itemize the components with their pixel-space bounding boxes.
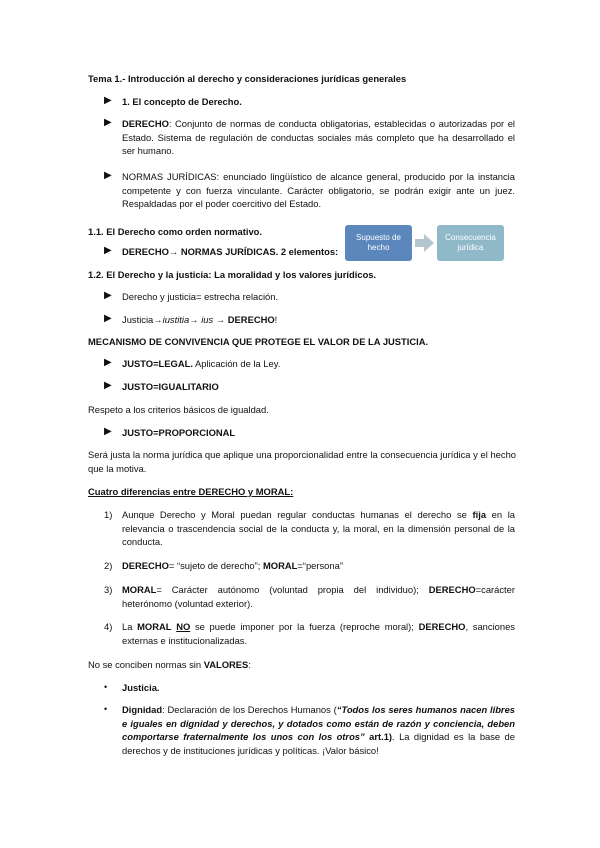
document-title: Tema 1.- Introducción al derecho y consideraciones jurídicas generales — [88, 73, 407, 84]
triangle-bullet-icon: ▶ — [104, 357, 112, 368]
triangle-bullet-icon: ▶ — [104, 426, 112, 437]
list-number: 4) — [104, 621, 113, 632]
difference-1: Aunque Derecho y Moral puedan regular conductas humanas el derecho se fija en la relevancia o trascendencia social de la conducta y, la moral, en la dimensión personal de la conducta. — [122, 509, 516, 547]
dignidad-value: Dignidad: Declaración de los Derechos Humanos (“Todos los seres humanos nacen libres e iguales en dignidad y derechos, y dotados como están de razón y conciencia, deben comportarse fraternalmente los unos con los otros” art.1). La dignidad es la base de derechos y de instituciones jurídicas y políticas. ¡Valor básico! — [122, 704, 515, 756]
bullet-icon: • — [104, 682, 108, 692]
list-number: 3) — [104, 584, 113, 595]
triangle-bullet-icon: ▶ — [104, 290, 112, 301]
list-number: 2) — [104, 560, 113, 571]
justicia-etymology-item: Justicia→iustitia→ ius → DERECHO! — [122, 314, 278, 325]
triangle-bullet-icon: ▶ — [104, 117, 112, 128]
difference-2: DERECHO= “sujeto de derecho”; MORAL=“persona” — [122, 560, 343, 571]
derecho-normas-item: DERECHO→ NORMAS JURÍDICAS. 2 elementos: — [122, 246, 339, 257]
bullet-icon: • — [104, 704, 108, 714]
cuatro-diferencias-heading: Cuatro diferencias entre DERECHO y MORAL: — [88, 486, 294, 497]
valores-intro: No se conciben normas sin VALORES: — [88, 659, 251, 670]
triangle-bullet-icon: ▶ — [104, 380, 112, 391]
triangle-bullet-icon: ▶ — [104, 95, 112, 106]
justo-proporcional-item: JUSTO=PROPORCIONAL — [122, 427, 236, 438]
diagram-box-supuesto: Supuesto de hecho — [345, 225, 412, 261]
sera-justa-paragraph: Será justa la norma jurídica que aplique una proporcionalidad entre la consecuencia jurídica y el hecho que la motiva. — [88, 449, 516, 474]
mecanismo-heading: MECANISMO DE CONVIVENCIA QUE PROTEGE EL VALOR DE LA JUSTICIA. — [88, 336, 429, 347]
diagram-arrow-icon — [415, 234, 435, 252]
respeto-text: Respeto a los criterios básicos de igualdad. — [88, 404, 269, 415]
justo-igualitario-item: JUSTO=IGUALITARIO — [122, 381, 219, 392]
normas-juridicas-definition: NORMAS JURÍDICAS: enunciado lingüístico de alcance general, producido por la instancia competente y con fuerza vinculante. Carácter obligatorio, se podrán exigir ante un juez. Respaldadas por el poder coercitivo del Estado. — [122, 171, 515, 209]
justo-legal-item: JUSTO=LEGAL. Aplicación de la Ley. — [122, 358, 281, 369]
diagram-box-consecuencia: Consecuencia jurídica — [437, 225, 504, 261]
section-1-title: 1. El concepto de Derecho. — [122, 96, 242, 107]
derecho-definition: DERECHO: Conjunto de normas de conducta obligatorias, establecidas o autorizadas por el Estado. Sistema de regulación de conductas sociales más completo que ha desarrollado el ser humano. — [122, 118, 515, 156]
section-1-2-title: 1.2. El Derecho y la justicia: La moralidad y los valores jurídicos. — [88, 269, 377, 280]
list-number: 1) — [104, 509, 113, 520]
derecho-justicia-item: Derecho y justicia= estrecha relación. — [122, 291, 279, 302]
section-1-1-title: 1.1. El Derecho como orden normativo. — [88, 226, 263, 237]
triangle-bullet-icon: ▶ — [104, 313, 112, 324]
triangle-bullet-icon: ▶ — [104, 245, 112, 256]
justicia-value: Justicia. — [122, 682, 160, 693]
difference-3: MORAL= Carácter autónomo (voluntad propia del individuo); DERECHO=carácter heterónomo (voluntad exterior). — [122, 584, 515, 609]
difference-4: La MORAL NO se puede imponer por la fuerza (reproche moral); DERECHO, sanciones externas e institucionalizadas. — [122, 621, 515, 646]
triangle-bullet-icon: ▶ — [104, 170, 112, 181]
